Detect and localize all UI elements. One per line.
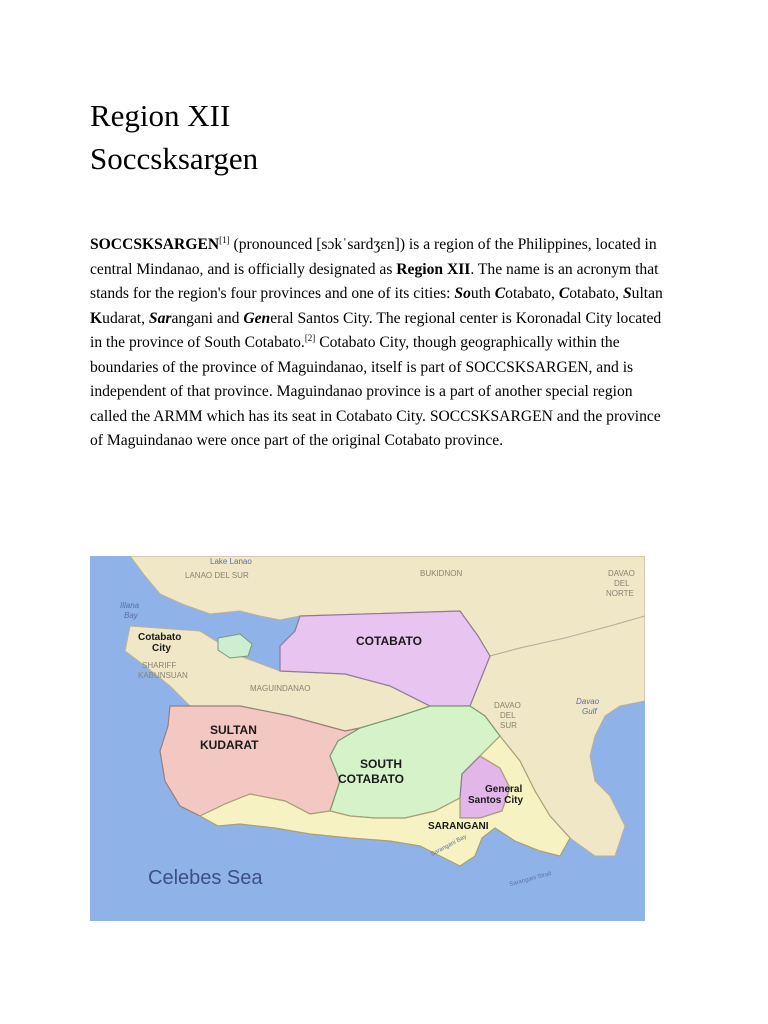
text-run: . The name is an acronym that stands for the region's four provinces and one of its cities: [90,260,659,302]
text-run: (pronounced [sɔkˈsardʒɛn]) is a region of the Philippines, located in central Mindanao, and is officially designated as [90,236,657,278]
label-illana-bay-2: Bay [124,611,138,620]
label-maguindanao: MAGUINDANAO [250,684,311,693]
text-run: udarat, [102,309,149,327]
text-run: uth [470,285,495,302]
label-general-santos-2: Santos City [468,795,524,806]
footnote-link-2[interactable]: [2] [304,332,316,343]
label-davao-del-norte-2: DEL [614,579,630,588]
label-south-cotabato-1: SOUTH [360,757,402,771]
label-lanao-del-sur: LANAO DEL SUR [185,571,249,580]
acronym-gen: Gen [243,309,271,327]
label-general-santos-1: General [485,784,523,795]
label-davao-del-sur-1: DAVAO [494,701,521,710]
text-run: otabato, [505,285,559,302]
label-sultan-kudarat-1: SULTAN [210,723,257,737]
label-bukidnon: BUKIDNON [420,569,463,578]
title-line-region: Region XII [90,98,231,133]
label-shariff-2: KABUNSUAN [138,671,188,680]
label-cotabato-city-1: Cotabato [138,632,182,643]
text-run: Cotabato City, though geographically within the boundaries of the province of Maguindanao, itself is part of SOCCSKSARGEN, and is independent of that province. Maguindanao province is a part of another special region called the ARMM which has its seat in Cotabato City. SOCCSKSARGEN and the province of Maguindanao were once part of the original Cotabato province. [90,334,661,449]
label-sarangani-bay: Sarangani Bay [430,833,468,858]
label-davao-gulf-1: Davao [576,697,600,706]
term-region-xii: Region XII [396,260,471,278]
label-cotabato: COTABATO [356,634,422,648]
term-soccsksargen: SOCCSKSARGEN [90,236,220,253]
page-title [90,94,258,180]
text-run: angani and [171,309,244,327]
text-run: ultan [631,285,663,302]
acronym-s: S [622,285,632,302]
label-illana-bay-1: Illana [120,601,140,610]
acronym-so: So [454,285,471,302]
title-line-name: Soccsksargen [90,141,259,176]
label-celebes-sea: Celebes Sea [148,867,263,889]
label-cotabato-city-2: City [152,643,171,654]
label-shariff-1: SHARIFF [142,661,177,670]
acronym-sar: Sar [148,309,172,327]
text-run: otabato, [569,285,623,302]
text-run: eral Santos City. The regional center is Koronadal City located in the province of South Cotabato. [90,309,662,351]
intro-paragraph [90,233,665,454]
label-sarangani: SARANGANI [428,821,489,832]
label-davao-del-norte-3: NORTE [606,589,634,598]
label-lake-lanao: Lake Lanao [210,557,252,566]
label-sarangani-strait: Sarangani Strait [508,870,553,888]
acronym-k: K [90,309,103,327]
footnote-link-1[interactable]: [1] [219,234,230,245]
label-davao-del-sur-2: DEL [500,711,516,720]
map-svg [90,556,645,921]
label-davao-del-norte-1: DAVAO [608,569,635,578]
label-davao-gulf-2: Gulf [582,707,597,716]
acronym-c1: C [494,285,506,302]
label-sultan-kudarat-2: KUDARAT [200,738,259,752]
label-south-cotabato-2: COTABATO [338,772,404,786]
acronym-c2: C [558,285,570,302]
region-map [90,556,645,921]
label-davao-del-sur-3: SUR [500,721,517,730]
